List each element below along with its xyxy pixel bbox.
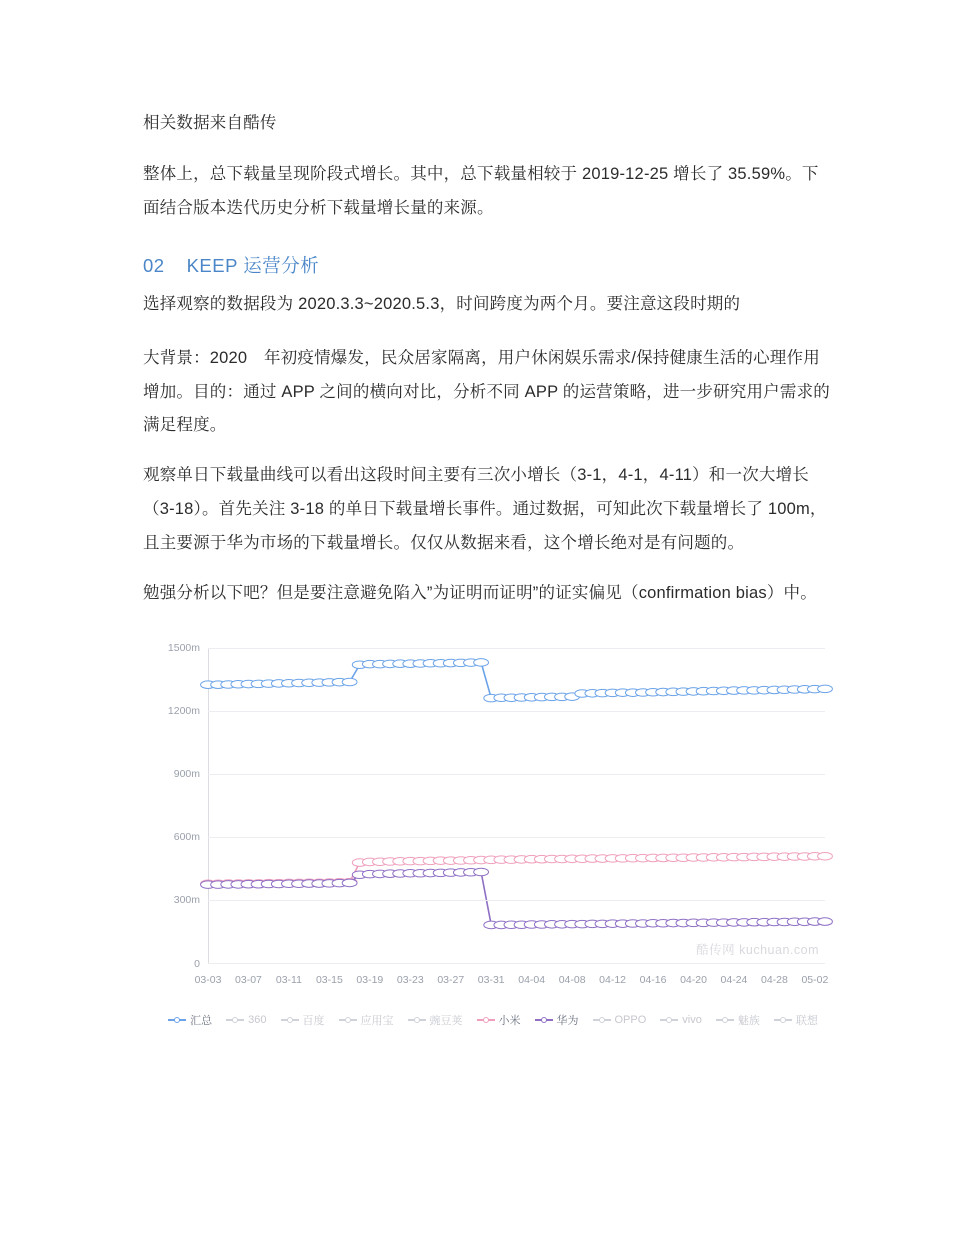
legend-label: 豌豆荚 [429,1014,463,1027]
y-axis-tick-label: 600m [173,831,200,844]
series-point [818,685,833,693]
body-paragraph-2: 大背景：2020 年初疫情爆发，民众居家隔离，用户休闲娱乐需求/保持健康生活的心理作用增加。目的：通过 APP 之间的横向对比，分析不同 APP 的运营策略，进一步研究用户需求的满足程度。 [143,348,830,435]
legend-item[interactable] [660,1014,702,1026]
grid-line [167,641,825,654]
x-axis-tick-label: 04-08 [558,973,586,986]
legend-label: 魅族 [737,1014,760,1027]
x-axis-tick-label: 03-23 [396,973,424,986]
grid-line [194,957,825,970]
y-axis-tick-label: 1200m [167,704,200,717]
chart-series-lines [208,649,825,964]
legend-item[interactable] [535,1012,579,1028]
legend-item[interactable] [774,1012,818,1028]
x-axis-labels [194,973,829,988]
body-paragraph-3: 观察单日下载量曲线可以看出这段时间主要有三次小增长（3-1，4-1，4-11）和一次大增长（3-18）。首先关注 3-18 的单日下载量增长事件。通过数据，可知此次下载量增长了 100m，且主要源于华为市场的下载量增长。仅仅从数据来看，这个增长绝对是有问题的。 [143,466,827,552]
section-title: KEEP 运营分析 [186,255,320,277]
legend-marker-icon [339,1016,357,1024]
legend-marker-icon [281,1016,299,1024]
legend-marker-icon [716,1016,734,1024]
legend-marker-icon [774,1016,792,1024]
grid-line [167,704,825,717]
x-axis-tick-label: 03-07 [235,973,262,986]
legend-marker-icon [535,1016,553,1024]
series-point [474,658,489,666]
legend-marker-icon [168,1016,186,1024]
section-heading [143,252,835,278]
intro-paragraph: 整体上，总下载量呈现阶段式增长。其中，总下载量相较于 2019-12-25 增长了 35.59%。下面结合版本迭代历史分析下载量增长量的来源。 [143,165,819,218]
legend-label: 小米 [498,1014,521,1027]
download-trend-chart [153,641,833,1036]
legend-item[interactable] [226,1014,266,1026]
series-point [474,868,489,876]
y-axis-tick-label: 300m [173,894,200,907]
grid-line [173,831,825,844]
legend-item[interactable] [281,1012,325,1028]
x-axis-tick-label: 03-31 [477,973,505,986]
x-axis-tick-label: 03-15 [315,973,343,986]
y-axis-tick-label: 0 [194,957,200,970]
legend-label: vivo [682,1013,702,1026]
legend-item[interactable] [477,1012,521,1028]
legend-label: 百度 [302,1014,325,1027]
legend-marker-icon [477,1016,495,1024]
x-axis-tick-label: 03-03 [194,973,222,986]
legend-label: 应用宝 [360,1014,394,1027]
legend-marker-icon [226,1016,244,1024]
grid-line [173,767,825,780]
x-axis-tick-label: 03-11 [275,973,302,986]
legend-marker-icon [593,1016,611,1024]
x-axis-tick-label: 03-27 [437,973,465,986]
legend-label: 360 [248,1013,267,1026]
y-axis-tick-label: 900m [173,767,200,780]
x-axis-tick-label: 05-02 [801,973,829,986]
x-axis-tick-label: 04-24 [720,973,748,986]
body-paragraph-4: 勉强分析以下吧？但是要注意避免陷入”为证明而证明”的证实偏见（confirmation bias）中。 [143,583,817,602]
x-axis-tick-label: 04-16 [639,973,667,986]
legend-label: 华为 [556,1014,579,1027]
legend-marker-icon [408,1016,426,1024]
source-note: 相关数据来自酷传 [143,114,277,132]
x-axis-tick-label: 04-20 [680,973,707,986]
legend-marker-icon [660,1016,678,1024]
legend-label: 汇总 [190,1014,213,1027]
grid-line [173,894,825,907]
chart-watermark: 酷传网 kuchuan.com [696,942,819,957]
legend-item[interactable] [339,1012,394,1028]
x-axis-tick-label: 03-19 [356,973,384,986]
x-axis-tick-label: 04-28 [760,973,788,986]
chart-plot-area [167,641,825,970]
legend-item[interactable] [716,1012,760,1028]
y-axis-tick-label: 1500m [167,641,200,654]
legend-label: 联想 [795,1014,818,1027]
x-axis-tick-label: 04-04 [518,973,546,986]
x-axis-tick-label: 04-12 [599,973,627,986]
series-point [818,917,833,925]
series-point [342,879,357,887]
series-point [342,678,357,686]
series-point [818,852,833,860]
chart-legend [153,1012,833,1028]
body-paragraph-1: 选择观察的数据段为 2020.3.3~2020.5.3，时间跨度为两个月。要注意这段时期的 [143,295,741,314]
legend-item[interactable] [593,1014,647,1026]
section-number: 02 [143,255,165,277]
legend-item[interactable] [168,1012,212,1028]
legend-label: OPPO [614,1013,647,1026]
legend-item[interactable] [408,1012,463,1028]
